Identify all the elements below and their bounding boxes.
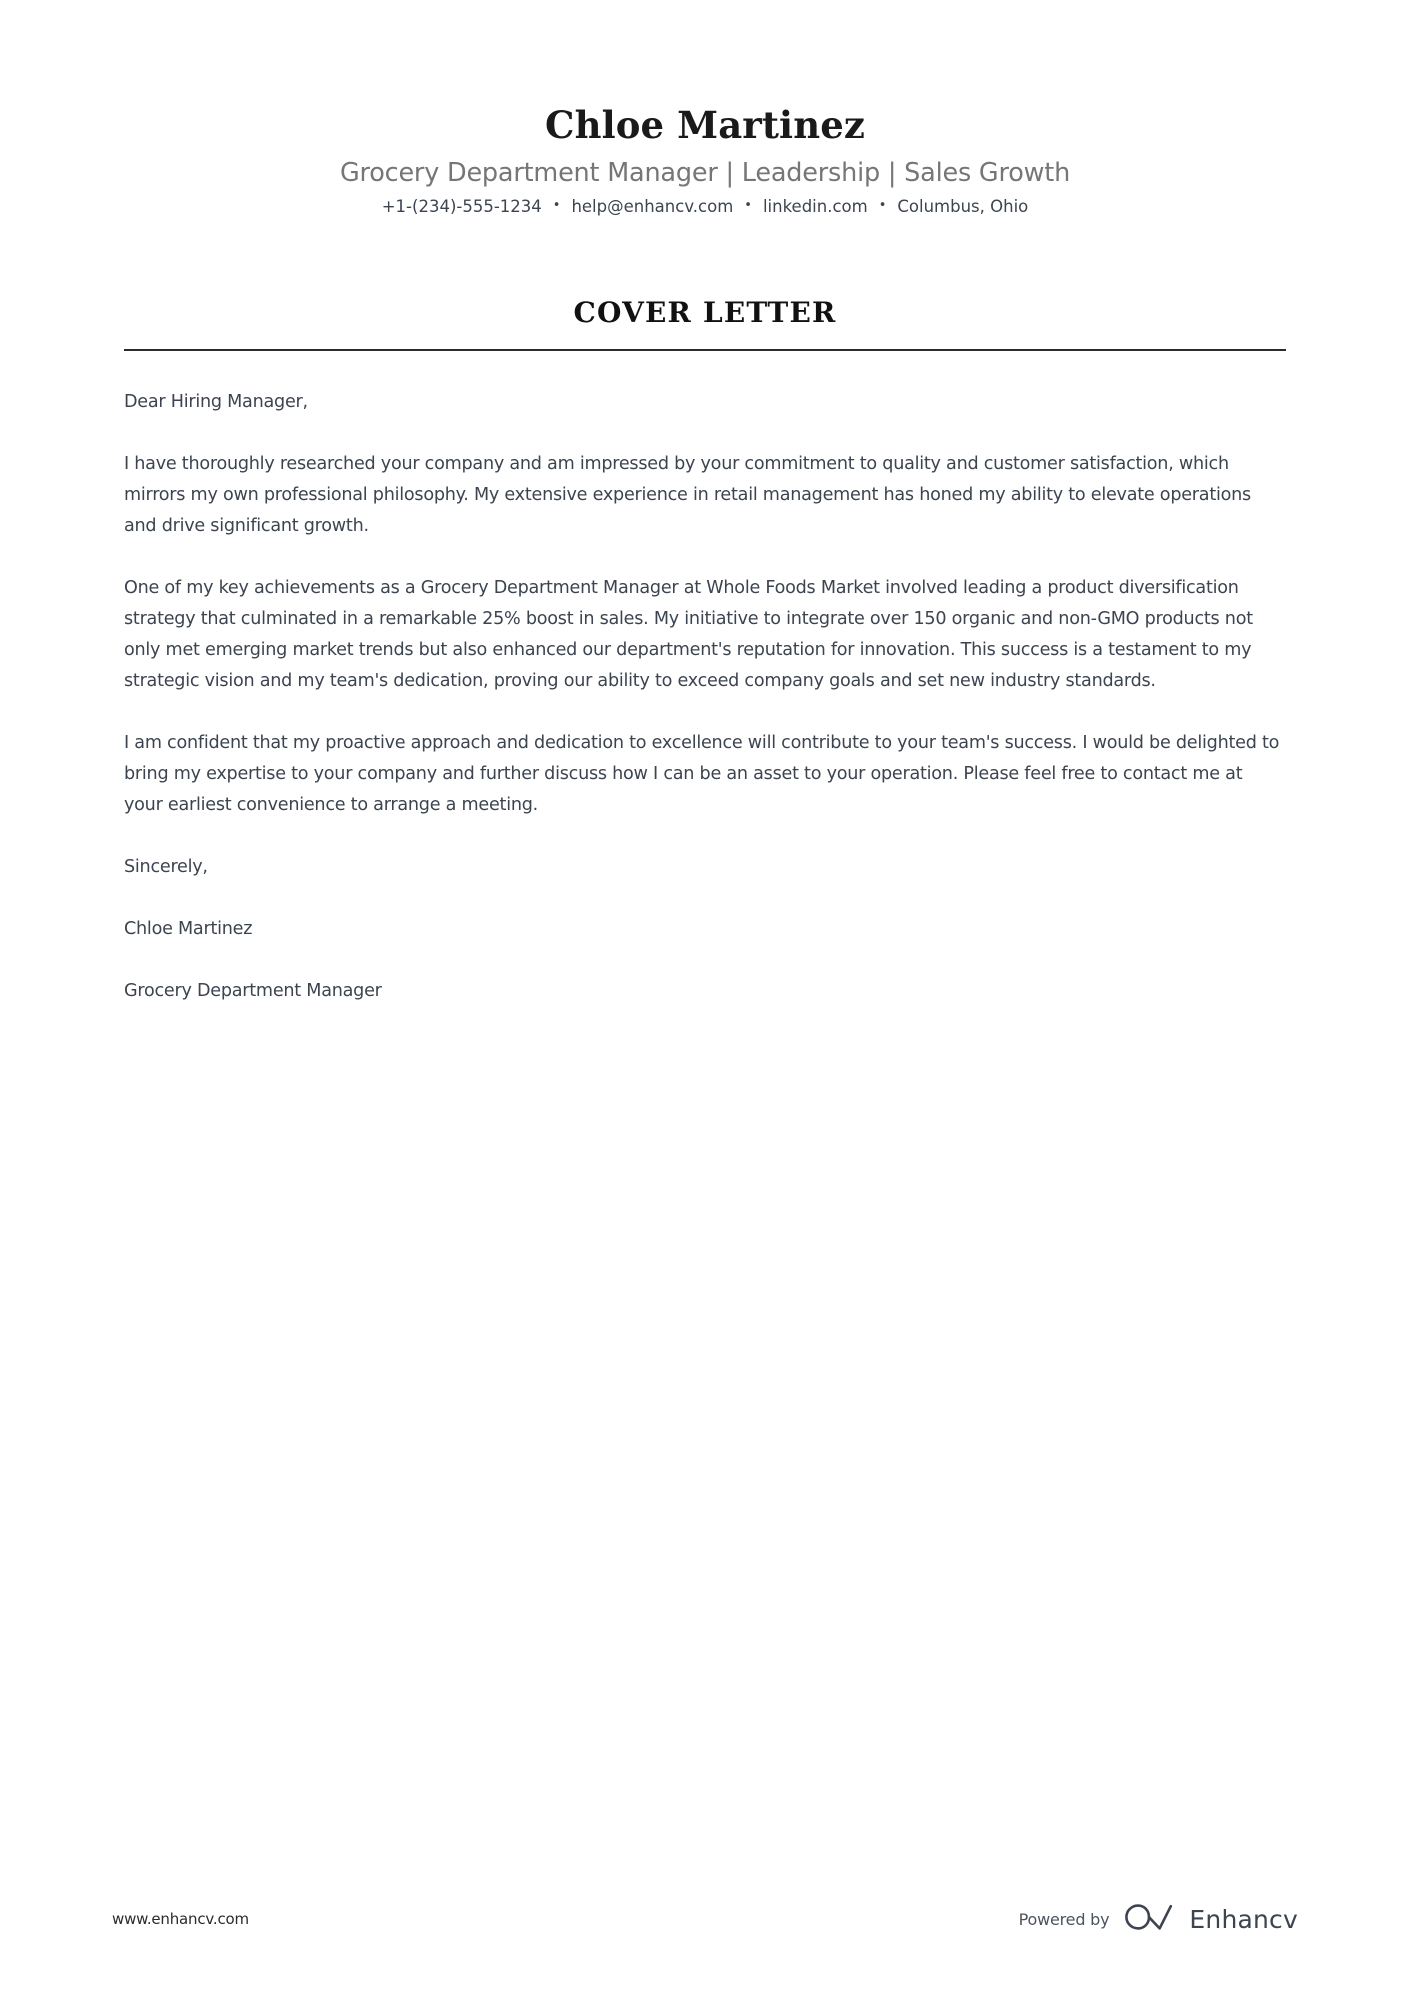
contact-email[interactable]: help@enhancv.com [571, 196, 734, 216]
letter-signature-title: Grocery Department Manager [124, 980, 382, 1001]
letter-body [0, 387, 1410, 1007]
enhancv-logo-icon [1123, 1903, 1175, 1935]
letter-paragraph-2: One of my key achievements as a Grocery Department Manager at Whole Foods Market involved leading a product diversification strategy that culminated in a remarkable 25% boost in sales. My initiative to integrate over 150 organic and non-GMO products not only met emerging market trends but also enhanced our department's reputation for innovation. This success is a testament to my strategic vision and my team's dedication, proving our ability to exceed company goals and set new industry standards. [124, 577, 1253, 691]
contact-separator-bullet-icon: • [552, 198, 561, 214]
letter-salutation: Dear Hiring Manager, [124, 391, 308, 412]
page-footer [0, 1903, 1410, 1935]
letter-signature-name: Chloe Martinez [124, 918, 253, 939]
candidate-headline: Grocery Department Manager | Leadership | Sales Growth [339, 157, 1071, 188]
enhancv-brand-name: Enhancv [1189, 1904, 1298, 1934]
footer-branding [1019, 1903, 1298, 1935]
contact-separator-bullet-icon: • [878, 198, 887, 214]
letter-header [0, 0, 1410, 218]
section-title: COVER LETTER [573, 296, 837, 330]
contact-line [0, 196, 1410, 218]
cover-letter-section-header [0, 296, 1410, 351]
contact-phone: +1-(234)-555-1234 [381, 196, 542, 216]
candidate-name: Chloe Martinez [545, 103, 865, 147]
letter-paragraph-1: I have thoroughly researched your company and am impressed by your commitment to quality and customer satisfaction, which mirrors my own professional philosophy. My extensive experience in retail management has honed my ability to elevate operations and drive significant growth. [124, 453, 1251, 536]
footer-website-url[interactable]: www.enhancv.com [112, 1910, 249, 1928]
letter-closing: Sincerely, [124, 856, 208, 877]
contact-linkedin[interactable]: linkedin.com [762, 196, 868, 216]
powered-by-label: Powered by [1018, 1909, 1110, 1929]
section-divider [124, 349, 1286, 351]
contact-separator-bullet-icon: • [744, 198, 752, 214]
letter-paragraph-3: I am confident that my proactive approach and dedication to excellence will contribute to your team's success. I would be delighted to bring my expertise to your company and further discuss how I can be an asset to your operation. Please feel free to contact me at your earliest convenience to arrange a meeting. [124, 732, 1280, 815]
contact-location: Columbus, Ohio [897, 196, 1029, 216]
